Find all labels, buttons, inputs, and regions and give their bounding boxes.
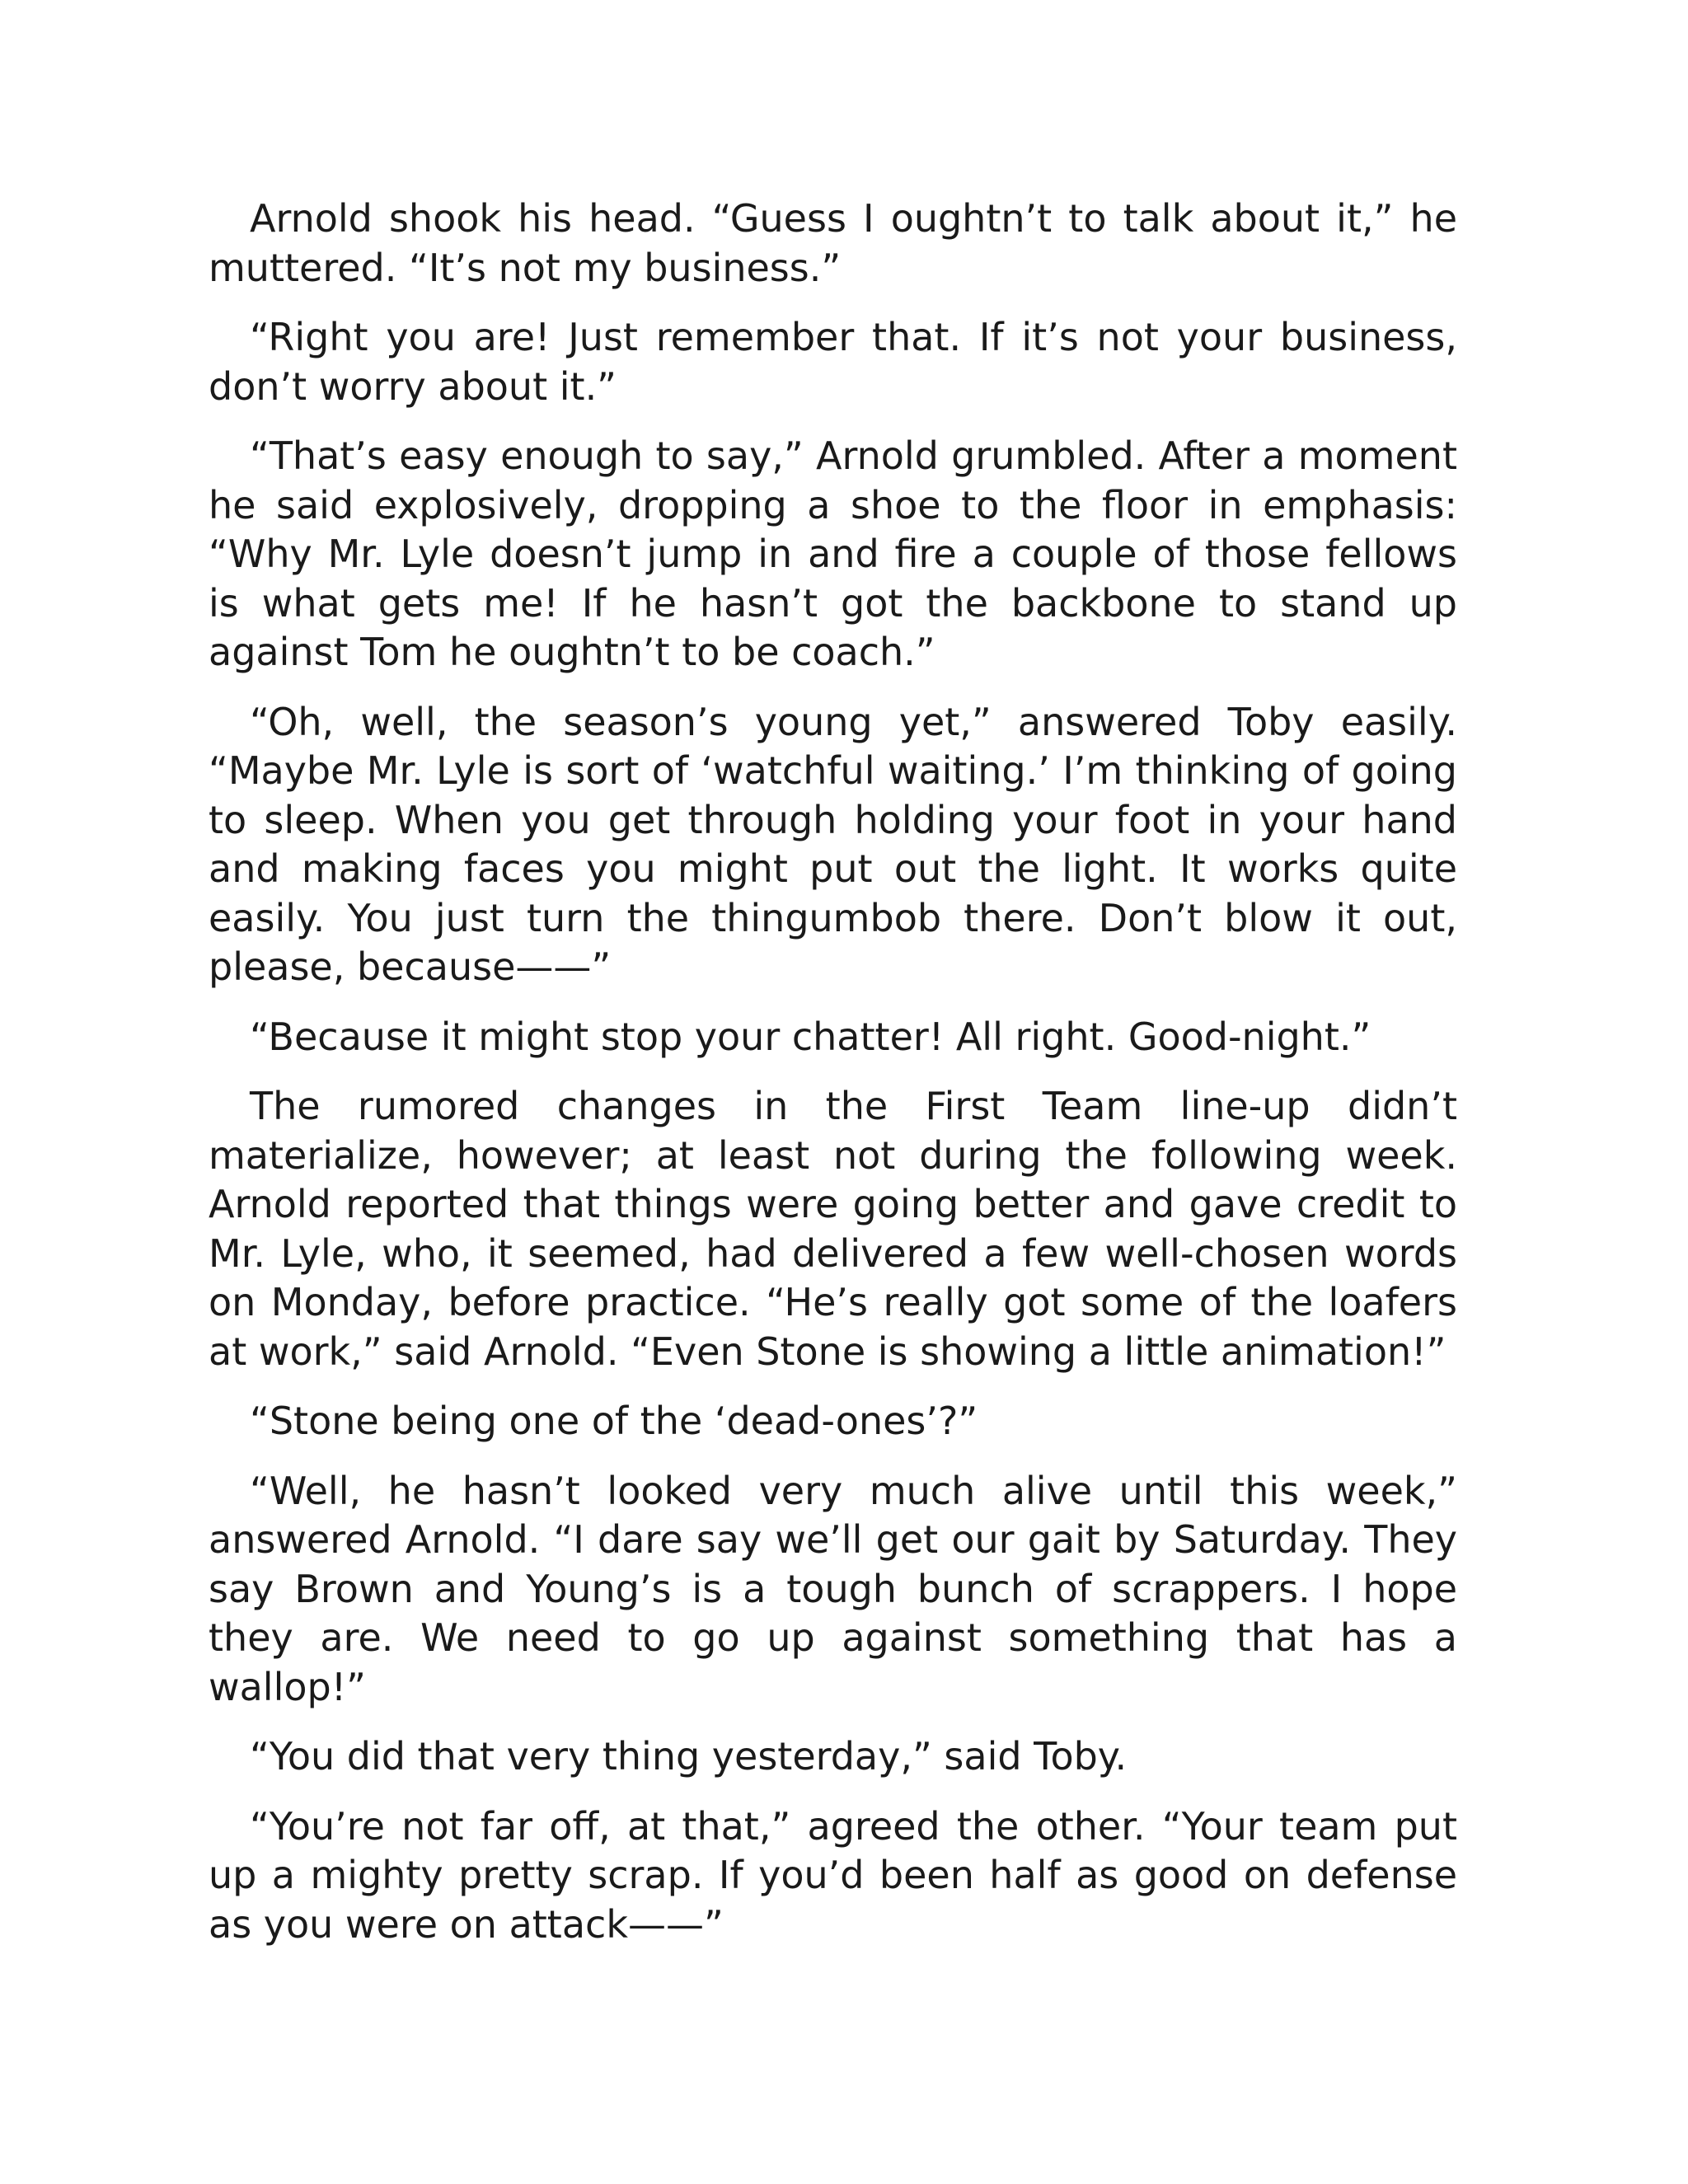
paragraph: “Stone being one of the ‘dead-ones’?”	[250, 1399, 978, 1443]
paragraph: “That’s easy enough to say,” Arnold grumbled. After a moment he said explosively, dropping a shoe to the floor in emphasis: “Why Mr. Lyle doesn’t jump in and fire a couple of those fellows is what gets me! If he hasn’t got the backbone to stand up against Tom he oughtn’t to be coach.”	[209, 434, 1457, 674]
paragraph: Arnold shook his head. “Guess I oughtn’t to talk about it,” he muttered. “It’s not my business.”	[209, 196, 1457, 290]
paragraph: “You’re not far off, at that,” agreed the other. “Your team put up a mighty pretty scrap. If you’d been half as good on defense as you were on attack——”	[209, 1803, 1457, 1947]
paragraph: “Oh, well, the season’s young yet,” answered Toby easily. “Maybe Mr. Lyle is sort of ‘watchful waiting.’ I’m thinking of going to sleep. When you get through holding your foot in your hand and making faces you might put out the light. It works quite easily. You just turn the thingumbob there. Don’t blow it out, please, because——”	[209, 699, 1457, 989]
paragraph: “You did that very thing yesterday,” said Toby.	[250, 1734, 1128, 1779]
paragraph: “Because it might stop your chatter! All right. Good-night.”	[250, 1014, 1372, 1059]
document-page	[209, 194, 1457, 1970]
paragraph: “Well, he hasn’t looked very much alive until this week,” answered Arnold. “I dare say we’ll get our gait by Saturday. They say Brown and Young’s is a tough bunch of scrappers. I hope they are. We need to go up against something that has a wallop!”	[209, 1468, 1457, 1709]
paragraph: The rumored changes in the First Team line-up didn’t materialize, however; at least not during the following week. Arnold reported that things were going better and gave credit to Mr. Lyle, who, it seemed, had delivered a few well-chosen words on Monday, before practice. “He’s really got some of the loafers at work,” said Arnold. “Even Stone is showing a little animation!”	[209, 1084, 1457, 1374]
paragraph: “Right you are! Just remember that. If it’s not your business, don’t worry about it.”	[209, 315, 1457, 409]
